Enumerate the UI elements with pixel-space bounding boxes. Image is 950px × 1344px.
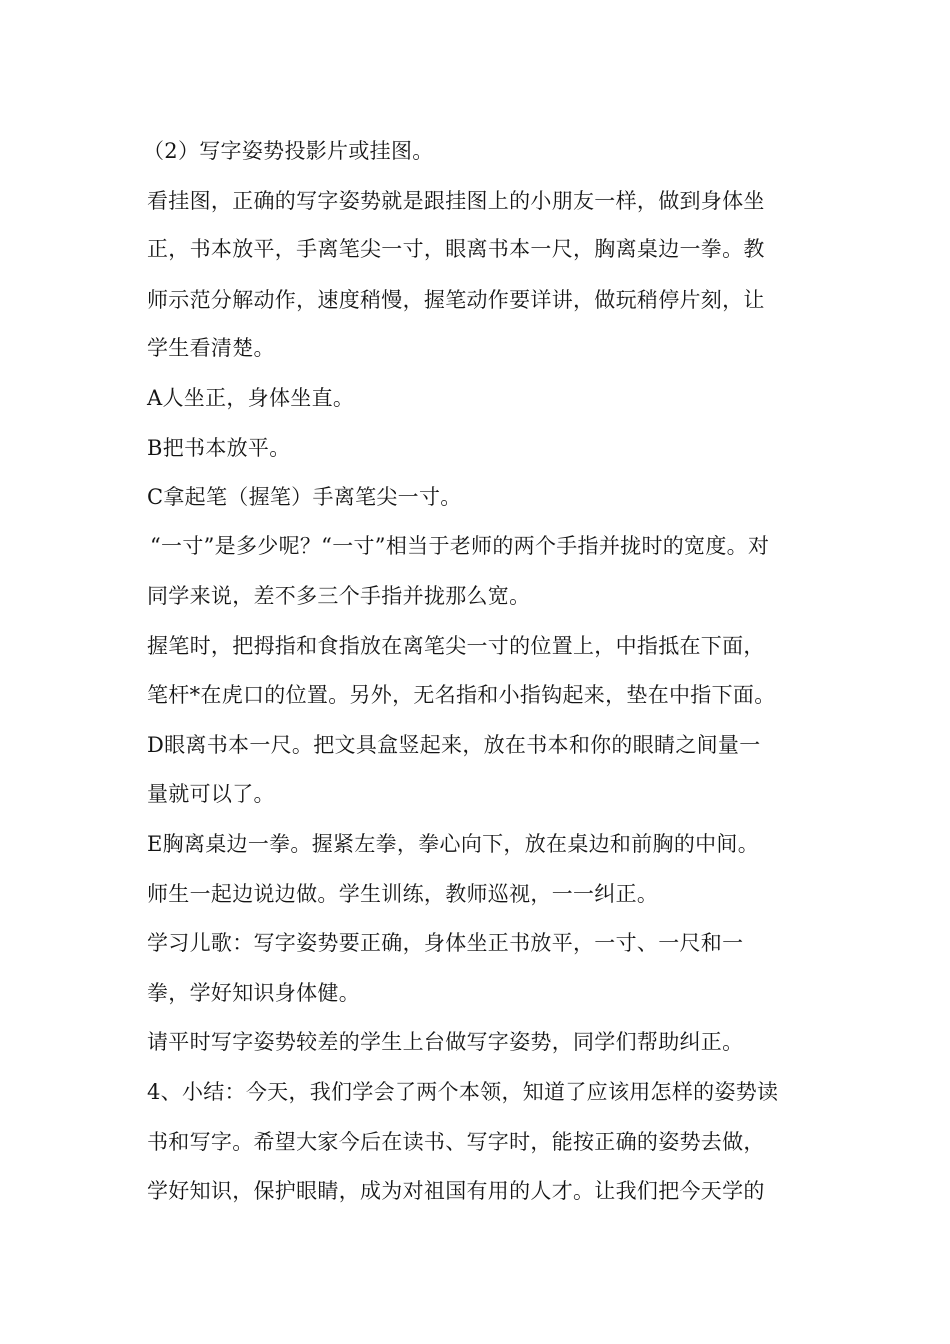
- paragraph-line: 师生一起边说边做。学生训练，教师巡视，一一纠正。: [147, 882, 659, 906]
- paragraph-line: 同学来说，差不多三个手指并拢那么宽。: [147, 584, 531, 608]
- list-item-a: A人坐正，身体坐直。: [147, 386, 355, 410]
- list-item-d: D眼离书本一尺。把文具盒竖起来，放在书本和你的眼睛之间量一: [147, 733, 761, 757]
- section-heading: （2）写字姿势投影片或挂图。: [143, 139, 434, 163]
- paragraph-line: 笔杆*在虎口的位置。另外，无名指和小指钩起来，垫在中指下面。: [147, 683, 776, 707]
- paragraph-line: 学好知识，保护眼睛，成为对祖国有用的人才。让我们把今天学的: [147, 1179, 765, 1203]
- paragraph-line: “一寸”是多少呢？“一寸”相当于老师的两个手指并拢时的宽度。对: [150, 534, 770, 558]
- list-item-e: E胸离桌边一拳。握紧左拳，拳心向下，放在桌边和前胸的中间。: [147, 832, 760, 856]
- paragraph-line: 学生看清楚。: [147, 336, 275, 360]
- paragraph-line: 师示范分解动作，速度稍慢，握笔动作要详讲，做玩稍停片刻，让: [147, 288, 765, 312]
- paragraph-line: 请平时写字姿势较差的学生上台做写字姿势，同学们帮助纠正。: [147, 1030, 744, 1054]
- paragraph-line: 学习儿歌：写字姿势要正确，身体坐正书放平，一寸、一尺和一: [147, 931, 744, 955]
- paragraph-line: 看挂图，正确的写字姿势就是跟挂图上的小朋友一样，做到身体坐: [147, 189, 765, 213]
- list-item-b: B把书本放平。: [147, 436, 291, 460]
- paragraph-line: 正，书本放平，手离笔尖一寸，眼离书本一尺，胸离桌边一拳。教: [147, 237, 765, 261]
- paragraph-line: 量就可以了。: [147, 782, 275, 806]
- summary-heading-line: 4、小结：今天，我们学会了两个本领，知道了应该用怎样的姿势读: [147, 1080, 779, 1104]
- paragraph-line: 握笔时，把拇指和食指放在离笔尖一寸的位置上，中指抵在下面，: [147, 634, 765, 658]
- paragraph-line: 拳，学好知识身体健。: [147, 981, 360, 1005]
- list-item-c: C拿起笔（握笔）手离笔尖一寸。: [147, 485, 462, 509]
- paragraph-line: 书和写字。希望大家今后在读书、写字时，能按正确的姿势去做，: [147, 1130, 765, 1154]
